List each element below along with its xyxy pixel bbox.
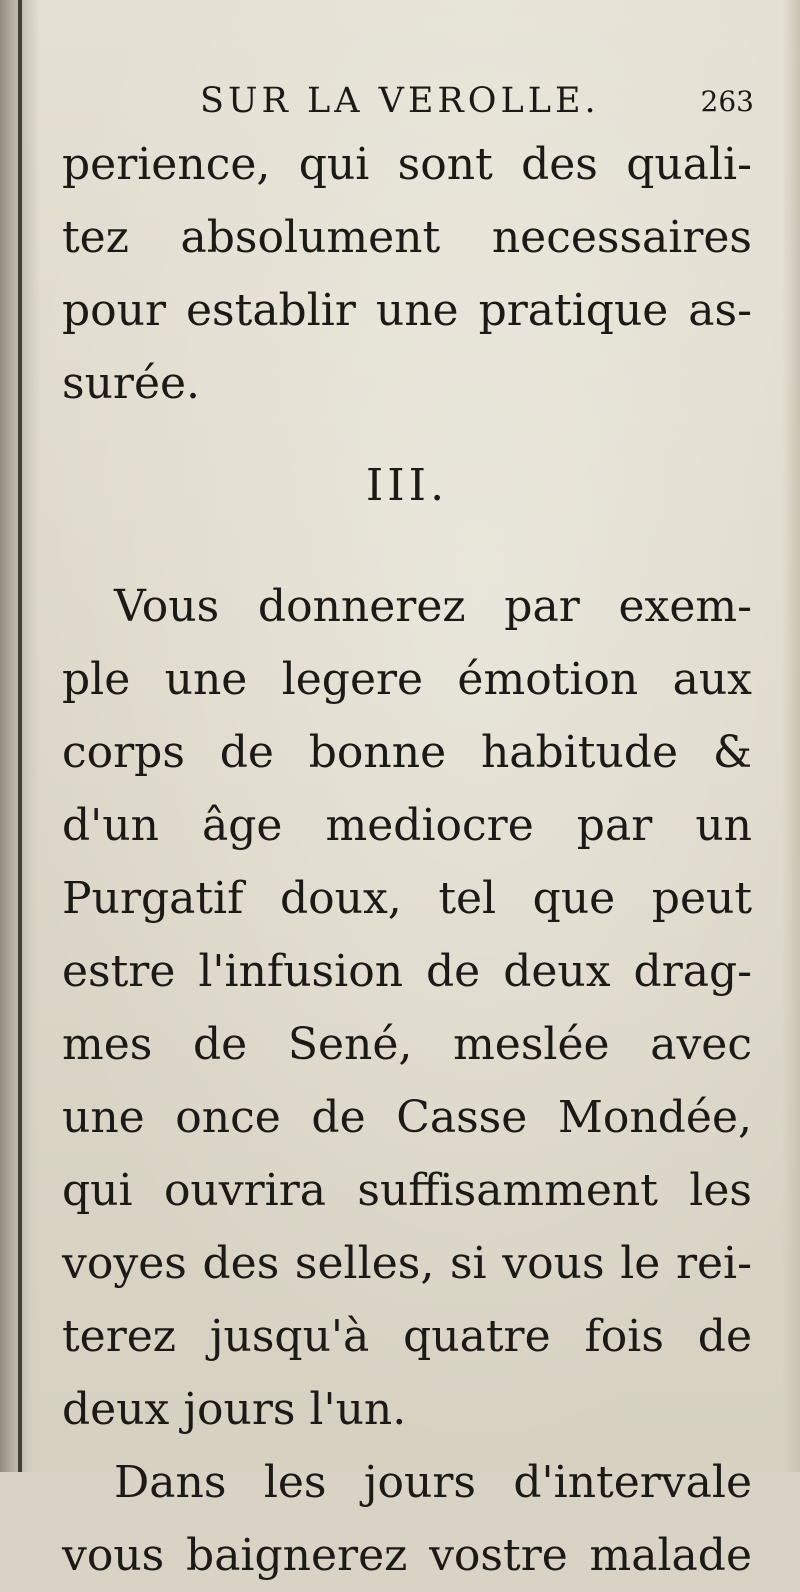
text-line: estre l'infusion de deux drag- [62, 946, 752, 997]
text-line: mes de Sené, meslée avec [62, 1019, 752, 1070]
text-line: Purgatif doux, tel que peut [62, 873, 752, 924]
text-line: tez absolument necessaires [62, 212, 752, 263]
text-line: surée. [62, 358, 201, 409]
text-line: Vous donnerez par exem- [114, 581, 752, 632]
text-line: periencе, qui sont des quali- [62, 139, 752, 190]
text-line: corps de bonne habitude & [62, 727, 752, 778]
text-line: ple une legere émotion aux [62, 654, 752, 705]
binding-edge [18, 0, 22, 1472]
text-line: vous baignerez vostre malade [62, 1530, 752, 1581]
text-line: terez jusqu'à quatre fois de [62, 1311, 752, 1362]
page-number: 263 [700, 85, 754, 118]
text-line: une once de Casse Mondée, [62, 1092, 752, 1143]
body-text [62, 128, 752, 1592]
text-line: d'un âge mediocre par un [62, 800, 752, 851]
page-edge [782, 0, 800, 1472]
paragraph [62, 570, 752, 1446]
section-heading: III. [365, 460, 449, 511]
text-line: Dans les jours d'intervale [114, 1457, 752, 1508]
page-header [60, 76, 760, 126]
text-line: pour establir une pratique as- [62, 285, 752, 336]
text-line: deux jours l'un. [62, 1384, 407, 1435]
text-line: qui ouvrira suffisamment les [62, 1165, 752, 1216]
text-line: voyes des selles, si vous le rei- [62, 1238, 752, 1289]
running-head: SUR LA VEROLLE. [200, 81, 600, 121]
paragraph-continuation [62, 128, 752, 420]
paragraph [62, 1446, 752, 1592]
